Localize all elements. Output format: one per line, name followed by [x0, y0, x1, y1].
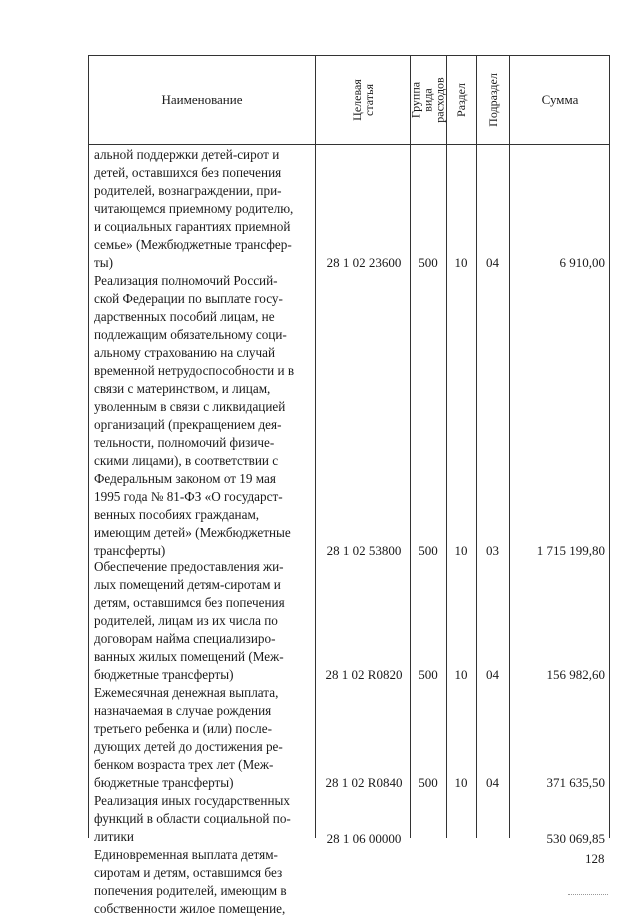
row-name: Обеспечение предоставления жи- лых помещений детям-сиротам и детям, оставшимся без попечения родителей, лицам из их числа по договорам найма специализиро- ванных жилых помещений (Меж- бюджетные трансферты) — [94, 559, 285, 682]
row-sum: 156 982,60 — [546, 667, 605, 682]
row-section: 10 — [454, 543, 468, 558]
row-subsection: 04 — [486, 775, 499, 790]
row-subsection: 04 — [486, 667, 499, 682]
row-group: 500 — [418, 543, 438, 558]
row-subsection: 03 — [486, 543, 499, 558]
row-sum: 530 069,85 — [546, 831, 605, 846]
page-number: 128 — [585, 851, 605, 866]
row-name: альной поддержки детей-сирот и детей, оставшихся без попечения родителей, вознаграждении, при- читающемся приемному родителю, и социальных гарантиях приемной семье» (Межбюджетные трансфер- ты) — [94, 147, 294, 270]
row-code: 28 1 02 R0820 — [325, 667, 403, 682]
row-sum: 371 635,50 — [546, 775, 605, 790]
row-group: 500 — [418, 775, 438, 790]
row-section: 10 — [454, 667, 468, 682]
header-section: Раздел — [454, 83, 469, 117]
row-code: 28 1 02 R0840 — [325, 775, 403, 790]
row-subsection: 04 — [486, 255, 499, 270]
table-header — [89, 56, 609, 145]
row-sum: 6 910,00 — [559, 255, 605, 270]
header-group: Группа вида расходов — [409, 77, 447, 123]
header-subsection: Подраздел — [485, 73, 500, 127]
header-code: Целевая статья — [349, 79, 376, 121]
row-code: 28 1 02 53800 — [326, 543, 402, 558]
scan-artifact — [568, 894, 608, 897]
row-name: Единовременная выплата детям- сиротам и детям, оставшимся без попечения родителей, имеющим в собственности жилое помещение, — [94, 847, 287, 916]
row-group: 500 — [418, 255, 438, 270]
header-sum: Сумма — [541, 92, 579, 107]
row-code: 28 1 06 00000 — [326, 831, 402, 846]
column-divider — [446, 56, 447, 838]
column-divider — [410, 56, 411, 838]
column-divider — [476, 56, 477, 838]
row-sum: 1 715 199,80 — [536, 543, 605, 558]
column-divider — [315, 56, 316, 838]
row-section: 10 — [454, 775, 468, 790]
row-name: Реализация иных государственных функций в области социальной по- литики — [94, 793, 291, 844]
row-name: Ежемесячная денежная выплата, назначаемая в случае рождения третьего ребенка и (или) после- дующих детей до достижения ре- бенком возраста трех лет (Меж- бюджетные трансферты) — [94, 685, 283, 790]
row-code: 28 1 02 23600 — [326, 255, 402, 270]
row-group: 500 — [418, 667, 438, 682]
header-name: Наименование — [161, 92, 243, 107]
column-divider — [509, 56, 510, 838]
row-name: Реализация полномочий Россий- ской Федерации по выплате госу- дарственных пособий лицам, не подлежащим обязательному соци- альному страхованию на случай временной нетрудоспособности и в связи с материнством, и лицам, уволенным в связи с ликвидацией организаций (прекращением дея- тельности, полномочий физиче- скими лицами), в соответствии с Федеральным законом от 19 мая 1995 года № 81-ФЗ «О государст- венных пособиях гражданам, имеющим детей» (Межбюджетные трансферты) — [94, 273, 295, 558]
row-section: 10 — [454, 255, 468, 270]
